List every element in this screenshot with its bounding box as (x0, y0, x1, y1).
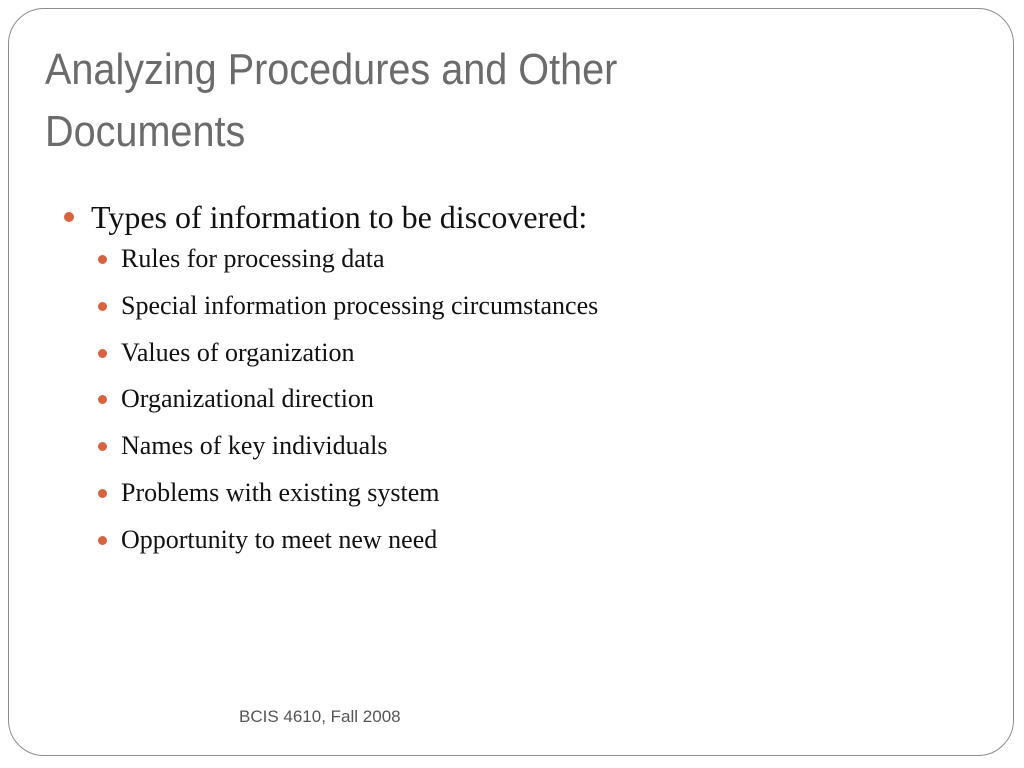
slide-title (45, 39, 855, 163)
sub-bullet-text: Names of key individuals (121, 431, 388, 461)
sub-bullet-text: Organizational direction (121, 384, 374, 414)
sub-bullet-item (91, 430, 598, 462)
sub-bullet-text: Special information processing circumstances (121, 290, 599, 320)
bullet-dot-icon (98, 536, 107, 545)
bullet-dot-icon (64, 212, 74, 222)
slide-title-line-1: Analyzing Procedures and Other (45, 45, 618, 94)
slide (8, 8, 1014, 756)
sub-bullet-item (91, 477, 598, 509)
sub-bullet-list (91, 243, 598, 556)
bullet-dot-icon (98, 349, 107, 358)
sub-bullet-item (91, 383, 598, 415)
main-bullet-item (61, 197, 598, 556)
bullet-dot-icon (98, 395, 107, 404)
sub-bullet-item (91, 243, 598, 275)
sub-bullet-text: Rules for processing data (121, 244, 385, 273)
bullet-dot-icon (98, 302, 107, 311)
sub-bullet-item (91, 290, 598, 322)
main-bullet-text: Types of information to be discovered: (91, 199, 588, 235)
bullet-dot-icon (98, 255, 107, 264)
bullet-list (61, 197, 598, 571)
bullet-dot-icon (98, 489, 107, 498)
sub-bullet-item (91, 524, 598, 556)
bullet-dot-icon (98, 442, 107, 451)
sub-bullet-text: Problems with existing system (121, 477, 440, 507)
sub-bullet-text: Values of organization (121, 337, 355, 367)
sub-bullet-item (91, 337, 598, 369)
slide-footer: BCIS 4610, Fall 2008 (239, 707, 401, 726)
sub-bullet-text: Opportunity to meet new need (121, 524, 438, 554)
slide-title-line-2: Documents (45, 107, 246, 156)
